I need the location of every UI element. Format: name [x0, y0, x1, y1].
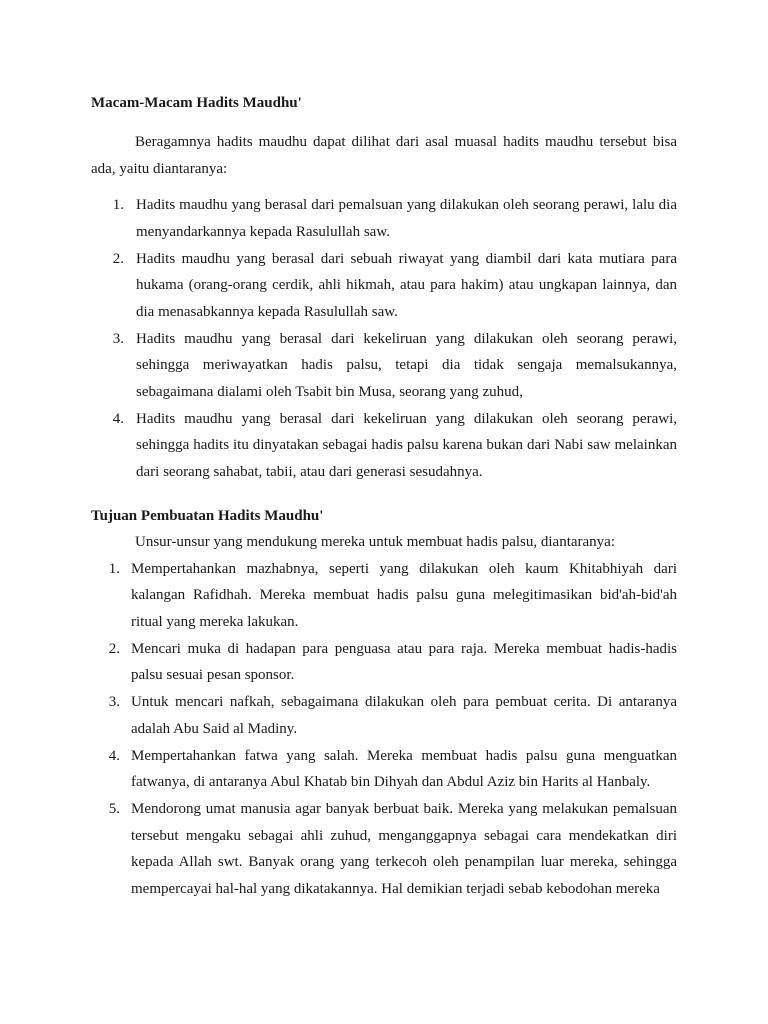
list-item [91, 246, 677, 326]
section-heading-types: Macam-Macam Hadits Maudhu' [91, 95, 302, 111]
list-item [91, 743, 677, 796]
list-item [91, 636, 677, 689]
list-number: 3. [112, 330, 124, 347]
list-number: 3. [108, 694, 120, 710]
list-item [91, 406, 677, 486]
list-item [91, 689, 677, 742]
section-heading-purpose: Tujuan Pembuatan Hadits Maudhu' [91, 508, 324, 524]
list-number: 1. [108, 560, 120, 577]
list-item-text: Mempertahankan fatwa yang salah. Mereka membuat hadis palsu guna menguatkan fatwanya, di antaranya Abul Khatab bin Dihyah dan Abdul Aziz bin Harits al Hanbaly. [131, 747, 677, 790]
types-list [91, 192, 677, 485]
list-item [91, 192, 677, 245]
list-item-text: Mempertahankan mazhabnya, seperti yang dilakukan oleh kaum Khitabhiyah dari kalangan Rafidhah. Mereka membuat hadis palsu guna melegitimasikan bid'ah-bid'ah ritual yang mereka lakukan. [131, 560, 677, 630]
list-item [91, 326, 677, 406]
purpose-list [91, 556, 677, 903]
list-item-text: Untuk mencari nafkah, sebagaimana dilakukan oleh para pembuat cerita. Di antaranya adalah Abu Said al Madiny. [131, 694, 677, 737]
list-number: 4. [112, 410, 124, 427]
list-number: 5. [108, 801, 120, 817]
list-item-text: Hadits maudhu yang berasal dari pemalsuan yang dilakukan oleh seorang perawi, lalu dia menyandarkannya kepada Rasulullah saw. [136, 197, 677, 240]
section-intro-purpose: Unsur-unsur yang mendukung mereka untuk membuat hadis palsu, diantaranya: [135, 534, 615, 550]
list-item-text: Mencari muka di hadapan para penguasa atau para raja. Mereka membuat hadis-hadis palsu sesuai pesan sponsor. [131, 640, 677, 683]
list-item-text: Mendorong umat manusia agar banyak berbuat baik. Mereka yang melakukan pemalsuan tersebut mengaku sebagai ahli zuhud, menganggapnya sebagai cara mendekatkan diri kepada Allah swt. Banyak orang yang terkecoh oleh penampilan luar mereka, sehingga mempercayai hal-hal yang dikatakannya. Hal demikian terjadi sebab kebodohan mereka [131, 801, 677, 897]
list-number: 2. [112, 250, 124, 267]
section-intro-types: Beragamnya hadits maudhu dapat dilihat dari asal muasal hadits maudhu tersebut bisa ada, yaitu diantaranya: [91, 134, 677, 177]
list-item-text: Hadits maudhu yang berasal dari sebuah riwayat yang diambil dari kata mutiara para hukama (orang-orang cerdik, ahli hikmah, atau para hakim) atau ungkapan lainnya, dan dia menasabkannya kepada Rasulullah saw. [136, 250, 677, 320]
list-number: 1. [112, 197, 124, 213]
list-item-text: Hadits maudhu yang berasal dari kekeliruan yang dilakukan oleh seorang perawi, sehingga hadits itu dinyatakan sebagai hadis palsu karena bukan dari Nabi saw melainkan dari seorang sahabat, tabii, atau dari generasi sesudahnya. [136, 410, 677, 480]
list-item [91, 556, 677, 636]
list-item-text: Hadits maudhu yang berasal dari kekeliruan yang dilakukan oleh seorang perawi, sehingga meriwayatkan hadis palsu, tetapi dia tidak sengaja memalsukannya, sebagaimana dialami oleh Tsabit bin Musa, seorang yang zuhud, [136, 330, 677, 400]
list-item [91, 796, 677, 902]
list-number: 2. [108, 640, 120, 657]
list-number: 4. [108, 747, 120, 764]
document-page [91, 90, 677, 903]
